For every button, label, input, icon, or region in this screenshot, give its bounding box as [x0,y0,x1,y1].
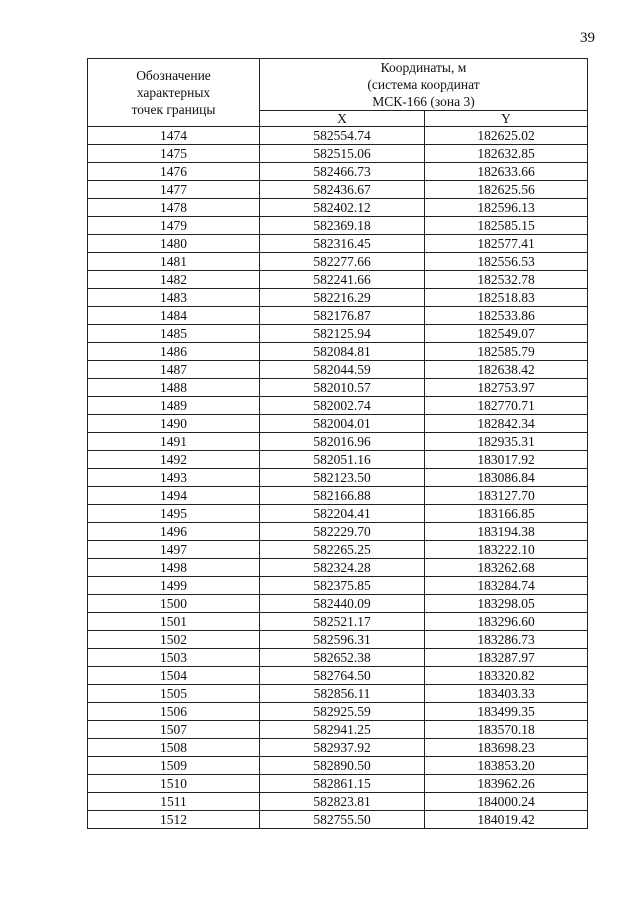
header-text-line: Обозначение [136,68,211,83]
header-text-line: (система координат [367,77,480,92]
table-row [88,613,588,631]
table-row [88,325,588,343]
y-coordinate-cell: 182753.97 [425,379,588,397]
y-coordinate-cell: 182585.15 [425,217,588,235]
y-coordinate-cell: 182577.41 [425,235,588,253]
table-row [88,775,588,793]
x-coordinate-cell: 582861.15 [260,775,425,793]
table-row [88,433,588,451]
point-number-cell: 1482 [88,271,260,289]
y-coordinate-cell: 183570.18 [425,721,588,739]
y-coordinate-cell: 182638.42 [425,361,588,379]
point-number-cell: 1512 [88,811,260,829]
point-number-cell: 1486 [88,343,260,361]
x-coordinate-cell: 582440.09 [260,595,425,613]
table-row [88,757,588,775]
table-row [88,235,588,253]
x-coordinate-cell: 582084.81 [260,343,425,361]
point-number-cell: 1477 [88,181,260,199]
point-number-cell: 1507 [88,721,260,739]
y-coordinate-cell: 182625.56 [425,181,588,199]
point-number-cell: 1492 [88,451,260,469]
point-number-cell: 1496 [88,523,260,541]
point-number-cell: 1476 [88,163,260,181]
y-coordinate-cell: 183287.97 [425,649,588,667]
point-number-cell: 1506 [88,703,260,721]
table-row [88,415,588,433]
y-coordinate-cell: 182625.02 [425,127,588,145]
x-coordinate-cell: 582890.50 [260,757,425,775]
x-coordinate-cell: 582466.73 [260,163,425,181]
x-coordinate-cell: 582241.66 [260,271,425,289]
table-row [88,343,588,361]
y-coordinate-cell: 183320.82 [425,667,588,685]
y-coordinate-cell: 183698.23 [425,739,588,757]
point-number-cell: 1497 [88,541,260,559]
x-coordinate-cell: 582166.88 [260,487,425,505]
point-number-cell: 1503 [88,649,260,667]
point-number-cell: 1475 [88,145,260,163]
y-coordinate-cell: 183017.92 [425,451,588,469]
table-row [88,163,588,181]
table-row [88,631,588,649]
table-row [88,649,588,667]
table-row [88,127,588,145]
table-row [88,451,588,469]
x-coordinate-cell: 582515.06 [260,145,425,163]
y-coordinate-cell: 183403.33 [425,685,588,703]
point-number-cell: 1481 [88,253,260,271]
page-number: 39 [580,30,595,46]
y-coordinate-cell: 182549.07 [425,325,588,343]
x-coordinate-cell: 582277.66 [260,253,425,271]
y-coordinate-cell: 183194.38 [425,523,588,541]
point-number-cell: 1500 [88,595,260,613]
x-coordinate-cell: 582316.45 [260,235,425,253]
x-coordinate-cell: 582204.41 [260,505,425,523]
point-number-cell: 1504 [88,667,260,685]
table-row [88,361,588,379]
x-coordinate-cell: 582004.01 [260,415,425,433]
point-number-cell: 1489 [88,397,260,415]
point-number-cell: 1479 [88,217,260,235]
x-coordinate-cell: 582016.96 [260,433,425,451]
x-coordinate-cell: 582402.12 [260,199,425,217]
x-coordinate-cell: 582216.29 [260,289,425,307]
point-number-cell: 1484 [88,307,260,325]
table-row [88,181,588,199]
point-number-cell: 1487 [88,361,260,379]
x-coordinate-cell: 582002.74 [260,397,425,415]
table-row [88,217,588,235]
y-coordinate-cell: 182556.53 [425,253,588,271]
table-row [88,595,588,613]
table-row [88,379,588,397]
y-coordinate-cell: 182842.34 [425,415,588,433]
point-number-cell: 1474 [88,127,260,145]
point-number-cell: 1502 [88,631,260,649]
point-number-cell: 1491 [88,433,260,451]
table-row [88,721,588,739]
y-coordinate-cell: 182935.31 [425,433,588,451]
x-coordinate-cell: 582521.17 [260,613,425,631]
point-number-cell: 1499 [88,577,260,595]
table-row [88,289,588,307]
x-coordinate-cell: 582596.31 [260,631,425,649]
point-number-cell: 1510 [88,775,260,793]
coordinates-header [260,59,588,111]
header-text-line: характерных [136,85,211,100]
point-number-cell: 1509 [88,757,260,775]
x-column-header: X [260,111,425,127]
point-number-cell: 1501 [88,613,260,631]
y-coordinate-cell: 182533.86 [425,307,588,325]
x-coordinate-cell: 582044.59 [260,361,425,379]
point-designation-header [88,59,260,127]
point-number-cell: 1480 [88,235,260,253]
y-coordinate-cell: 182532.78 [425,271,588,289]
y-coordinate-cell: 183284.74 [425,577,588,595]
y-coordinate-cell: 183262.68 [425,559,588,577]
x-coordinate-cell: 582229.70 [260,523,425,541]
y-coordinate-cell: 183853.20 [425,757,588,775]
x-coordinate-cell: 582369.18 [260,217,425,235]
point-number-cell: 1495 [88,505,260,523]
table-row [88,541,588,559]
table-row [88,397,588,415]
point-number-cell: 1508 [88,739,260,757]
table-header-row [88,59,588,111]
y-coordinate-cell: 182518.83 [425,289,588,307]
header-text-line: Координаты, м [380,60,467,75]
point-number-cell: 1493 [88,469,260,487]
y-column-header: Y [425,111,588,127]
y-coordinate-cell: 183298.05 [425,595,588,613]
y-coordinate-cell: 183499.35 [425,703,588,721]
table-row [88,811,588,829]
x-coordinate-cell: 582764.50 [260,667,425,685]
table-row [88,739,588,757]
table-row [88,253,588,271]
x-coordinate-cell: 582010.57 [260,379,425,397]
point-number-cell: 1488 [88,379,260,397]
y-coordinate-cell: 182632.85 [425,145,588,163]
x-coordinate-cell: 582652.38 [260,649,425,667]
table-row [88,685,588,703]
point-number-cell: 1483 [88,289,260,307]
point-number-cell: 1485 [88,325,260,343]
y-coordinate-cell: 184019.42 [425,811,588,829]
table-row [88,505,588,523]
y-coordinate-cell: 182633.66 [425,163,588,181]
header-text-line: МСК-166 (зона 3) [372,94,475,109]
table-row [88,307,588,325]
x-coordinate-cell: 582937.92 [260,739,425,757]
point-number-cell: 1494 [88,487,260,505]
table-row [88,703,588,721]
point-number-cell: 1490 [88,415,260,433]
table-row [88,793,588,811]
x-coordinate-cell: 582265.25 [260,541,425,559]
y-coordinate-cell: 184000.24 [425,793,588,811]
point-number-cell: 1505 [88,685,260,703]
table-row [88,469,588,487]
table-row [88,559,588,577]
table-row [88,577,588,595]
y-coordinate-cell: 183127.70 [425,487,588,505]
x-coordinate-cell: 582925.59 [260,703,425,721]
x-coordinate-cell: 582125.94 [260,325,425,343]
coordinates-table [87,58,588,829]
point-number-cell: 1478 [88,199,260,217]
point-number-cell: 1511 [88,793,260,811]
x-coordinate-cell: 582856.11 [260,685,425,703]
x-coordinate-cell: 582436.67 [260,181,425,199]
x-coordinate-cell: 582755.50 [260,811,425,829]
y-coordinate-cell: 182770.71 [425,397,588,415]
y-coordinate-cell: 182585.79 [425,343,588,361]
x-coordinate-cell: 582123.50 [260,469,425,487]
x-coordinate-cell: 582823.81 [260,793,425,811]
y-coordinate-cell: 183086.84 [425,469,588,487]
y-coordinate-cell: 182596.13 [425,199,588,217]
x-coordinate-cell: 582554.74 [260,127,425,145]
table-row [88,667,588,685]
x-coordinate-cell: 582941.25 [260,721,425,739]
y-coordinate-cell: 183166.85 [425,505,588,523]
table-body [88,127,588,829]
y-coordinate-cell: 183962.26 [425,775,588,793]
header-text-line: точек границы [131,102,216,117]
table-row [88,145,588,163]
y-coordinate-cell: 183222.10 [425,541,588,559]
y-coordinate-cell: 183286.73 [425,631,588,649]
x-coordinate-cell: 582324.28 [260,559,425,577]
table-row [88,271,588,289]
y-coordinate-cell: 183296.60 [425,613,588,631]
table-row [88,199,588,217]
table-row [88,523,588,541]
x-coordinate-cell: 582176.87 [260,307,425,325]
table-row [88,487,588,505]
x-coordinate-cell: 582375.85 [260,577,425,595]
x-coordinate-cell: 582051.16 [260,451,425,469]
point-number-cell: 1498 [88,559,260,577]
